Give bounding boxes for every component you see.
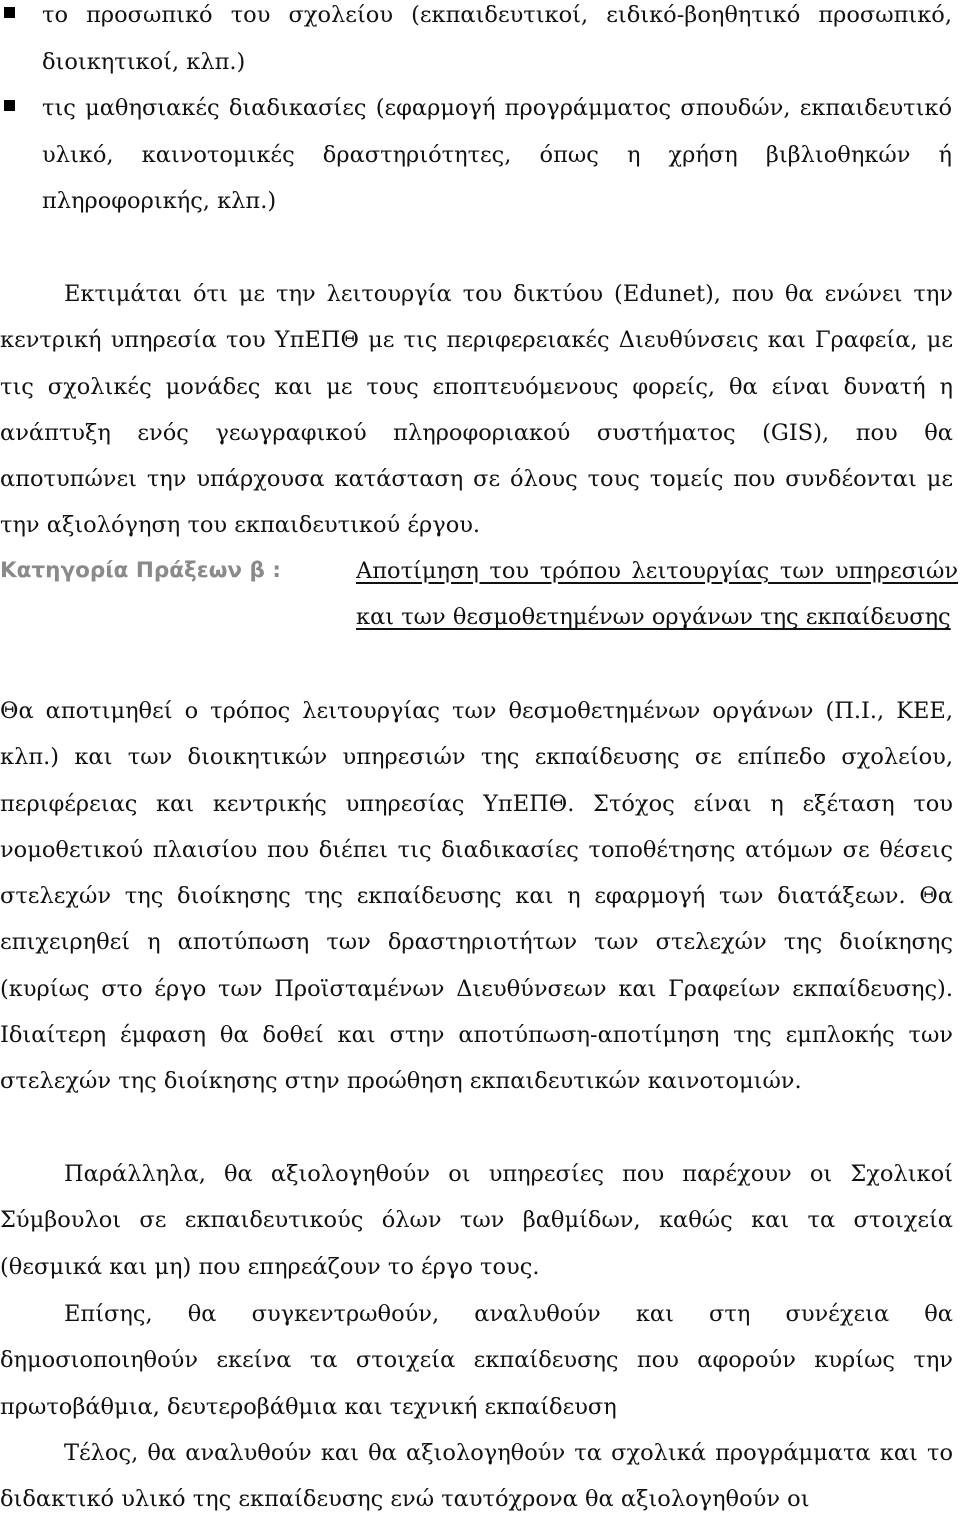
square-bullet-icon: [4, 7, 15, 18]
category-heading: [0, 548, 960, 688]
paragraph-advisors: [0, 1151, 953, 1290]
paragraph-text: Τέλος, θα αναλυθούν και θα αξιολογηθούν τα σχολικά προγράμματα και το διδακτικό υλικό της εκπαίδευσης ενώ ταυτόχρονα θα αξιολογηθούν οι: [0, 1440, 953, 1513]
bullet-text: τις μαθησιακές διαδικασίες (εφαρμογή προγράμματος σπουδών, εκπαιδευτικό υλικό, καινοτομικές δραστηριότητες, όπως η χρήση βιβλιοθηκών ή πληροφορικής, κλπ.): [42, 95, 952, 214]
paragraph-curricula: [0, 1430, 953, 1523]
category-label: Κατηγορία Πράξεων β :: [0, 558, 282, 583]
paragraph-edunet: [0, 271, 953, 549]
paragraph-text: Παράλληλα, θα αξιολογηθούν οι υπηρεσίες που παρέχουν οι Σχολικοί Σύμβουλοι σε εκπαιδευτικούς όλων των βαθμίδων, καθώς και τα στοιχεία (θεσμικά και μη) που επηρεάζουν το έργο τους.: [0, 1161, 953, 1280]
bullet-item-staff: [0, 0, 952, 85]
bullet-text: το προσωπικό του σχολείου (εκπαιδευτικοί, ειδικό-βοηθητικό προσωπικό, διοικητικοί, κλπ.): [42, 2, 952, 75]
paragraph-text: Εκτιμάται ότι με την λειτουργία του δικτύου (Edunet), που θα ενώνει την κεντρική υπηρεσία του ΥπΕΠΘ με τις περιφερειακές Διευθύνσεις και Γραφεία, με τις σχολικές μονάδες και με τους εποπτευόμενους φορείς, θα είναι δυνατή η ανάπτυξη ενός γεωγραφικού πληροφοριακού συστήματος (GIS), που θα αποτυπώνει την υπάρχουσα κατάσταση σε όλους τους τομείς που συνδέονται με την αξιολόγηση του εκπαιδευτικού έργου.: [0, 281, 953, 539]
bullet-item-learning: [0, 85, 952, 225]
paragraph-data: [0, 1291, 953, 1430]
bullet-list: [0, 0, 960, 233]
paragraph-text: Επίσης, θα συγκεντρωθούν, αναλυθούν και στη συνέχεια θα δημοσιοποιηθούν εκείνα τα στοιχεία εκπαίδευσης που αφορούν κυρίως την πρωτοβάθμια, δευτεροβάθμια και τεχνική εκπαίδευση: [0, 1301, 953, 1420]
category-title: Αποτίμηση του τρόπου λειτουργίας των υπηρεσιών και των θεσμοθετημένων οργάνων της εκπαίδευσης: [356, 558, 958, 631]
square-bullet-icon: [4, 100, 15, 111]
paragraph-evaluation: [0, 688, 953, 1105]
paragraph-text: Θα αποτιμηθεί ο τρόπος λειτουργίας των θεσμοθετημένων οργάνων (Π.Ι., ΚΕΕ, κλπ.) και των διοικητικών υπηρεσιών της εκπαίδευσης σε επίπεδο σχολείου, περιφέρειας και κεντρικής υπηρεσίας ΥπΕΠΘ. Στόχος είναι η εξέταση του νομοθετικού πλαισίου που διέπει τις διαδικασίες τοποθέτησης ατόμων σε θέσεις στελεχών της διοίκησης της εκπαίδευσης και η εφαρμογή των διατάξεων. Θα επιχειρηθεί η αποτύπωση των δραστηριοτήτων των στελεχών της διοίκησης (κυρίως στο έργο των Προϊσταμένων Διευθύνσεων και Γραφείων εκπαίδευσης). Ιδιαίτερη έμφαση θα δοθεί και στην αποτύπωση-αποτίμηση της εμπλοκής των στελεχών της διοίκησης στην προώθηση εκπαιδευτικών καινοτομιών.: [0, 698, 953, 1095]
